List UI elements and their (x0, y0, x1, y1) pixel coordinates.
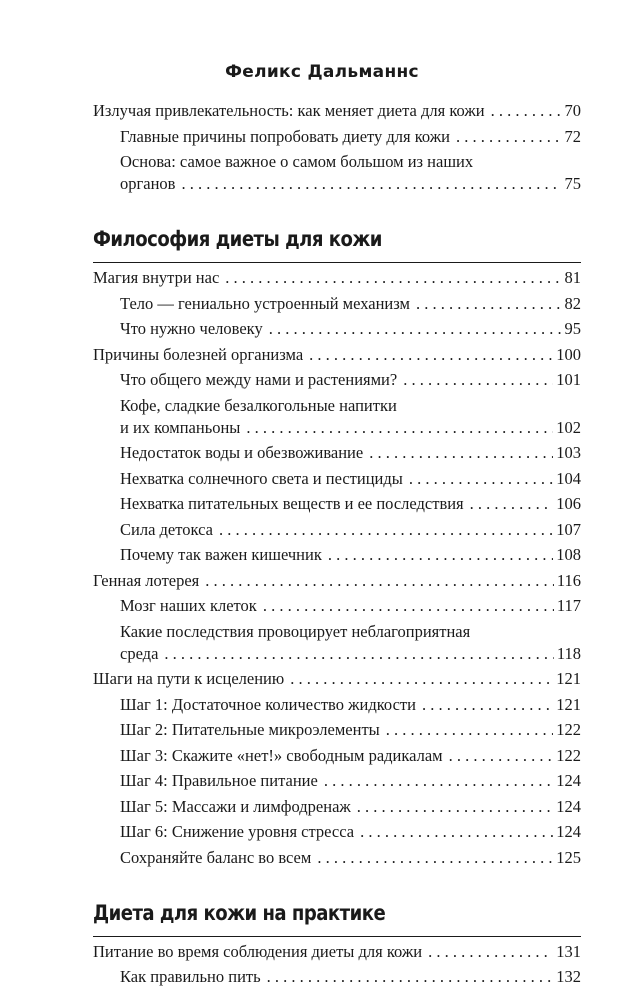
dot-leader (403, 369, 553, 391)
toc-subentry[interactable] (93, 544, 581, 566)
toc-entry-title: Что нужно человеку (120, 319, 263, 338)
toc-entry-title: Что общего между нами и растениями? (120, 370, 398, 389)
toc-subentry[interactable] (93, 126, 581, 148)
toc-entry-title: Шаг 6: Снижение уровня стресса (120, 822, 355, 841)
dot-leader (164, 643, 553, 665)
toc-entry-title: Причины болезней организма (93, 344, 304, 364)
page-number: 125 (556, 847, 581, 867)
toc-entry-title: органов (120, 174, 176, 193)
toc-subentry[interactable] (93, 318, 581, 340)
dot-leader (386, 719, 553, 741)
page-number: 132 (556, 967, 581, 986)
toc-entry[interactable] (93, 570, 581, 592)
toc-entry-title: Недостаток воды и обезвоживание (120, 443, 364, 462)
dot-leader (428, 941, 553, 963)
toc-entry-title: Шаг 3: Скажите «нет!» свободным радикалам (120, 745, 443, 765)
page-number: 131 (556, 941, 581, 961)
dot-leader (422, 694, 553, 716)
page-number: 72 (564, 126, 581, 146)
toc-subentry[interactable] (93, 694, 581, 716)
toc-subentry[interactable] (93, 395, 581, 439)
toc-entry-title: Нехватка питательных веществ и ее последствия (120, 494, 464, 513)
page-number: 104 (556, 468, 581, 488)
dot-leader (181, 173, 561, 195)
page-number: 95 (564, 319, 581, 338)
dot-leader (369, 442, 553, 464)
dot-leader (409, 468, 553, 490)
toc-entry-title: Магия внутри нас (93, 268, 220, 287)
toc-entry-title: среда (120, 643, 159, 663)
dot-leader (360, 821, 553, 843)
section-heading: Философия диеты для кожи (93, 227, 382, 251)
page-number: 117 (556, 596, 581, 615)
toc-subentry[interactable] (93, 595, 581, 617)
toc-entry-title: и их компаньоны (120, 417, 241, 437)
page-number: 102 (556, 417, 581, 437)
dot-leader (491, 100, 562, 122)
toc-entry-title-line: Основа: самое важное о самом большом из наших (120, 152, 474, 171)
toc-entry-title: Шаг 2: Питательные микроэлементы (120, 720, 380, 739)
dot-leader (263, 595, 554, 617)
toc-entry-title: Сохраняйте баланс во всем (120, 847, 312, 867)
toc-subentry[interactable] (93, 519, 581, 541)
dot-leader (290, 668, 553, 690)
dot-leader (309, 344, 553, 366)
page-number: 101 (556, 370, 581, 389)
toc-subentry[interactable] (93, 468, 581, 490)
page-number: 122 (556, 720, 581, 739)
dot-leader (267, 966, 554, 988)
toc-entry-title: Сила детокса (120, 519, 213, 539)
toc-entry-title: Как правильно пить (120, 967, 261, 986)
page-number: 122 (556, 745, 581, 765)
section-divider (93, 936, 581, 937)
toc-entry-title: Нехватка солнечного света и пестициды (120, 468, 403, 488)
dot-leader (357, 796, 553, 818)
toc-entry-title: Шаги на пути к исцелению (93, 669, 285, 688)
page-number: 103 (556, 443, 581, 462)
toc-subentry[interactable] (93, 966, 581, 988)
toc-entry-title-line: Какие последствия провоцирует неблагоприятная (120, 621, 471, 641)
dot-leader (219, 519, 553, 541)
toc-subentry[interactable] (93, 493, 581, 515)
dot-leader (324, 770, 553, 792)
page-number: 124 (556, 796, 581, 816)
toc-entry-title: Почему так важен кишечник (120, 545, 322, 564)
page-number: 81 (564, 268, 581, 287)
dot-leader (205, 570, 554, 592)
toc-subentry[interactable] (93, 719, 581, 741)
running-head: Феликс Дальманнс (225, 62, 419, 82)
toc-subentry[interactable] (93, 847, 581, 869)
table-of-contents (93, 100, 581, 992)
toc-entry-title: Главные причины попробовать диету для кожи (120, 126, 450, 146)
dot-leader (456, 126, 562, 148)
page-number: 82 (564, 293, 581, 313)
toc-entry-title: Мозг наших клеток (120, 596, 257, 615)
dot-leader (449, 745, 554, 767)
toc-subentry[interactable] (93, 770, 581, 792)
page-number: 124 (556, 771, 581, 790)
toc-entry-title: Шаг 1: Достаточное количество жидкости (120, 694, 416, 714)
dot-leader (317, 847, 553, 869)
dot-leader (269, 318, 562, 340)
page-number: 75 (564, 174, 581, 193)
toc-entry[interactable] (93, 267, 581, 289)
page-number: 108 (556, 545, 581, 564)
page-number: 100 (556, 344, 581, 364)
toc-subentry[interactable] (93, 796, 581, 818)
dot-leader (470, 493, 554, 515)
page-number: 116 (556, 570, 581, 590)
toc-entry-title-line: Кофе, сладкие безалкогольные напитки (120, 395, 397, 415)
page-number: 118 (556, 643, 581, 663)
toc-entry[interactable] (93, 668, 581, 690)
dot-leader (416, 293, 562, 315)
toc-entry-title: Шаг 4: Правильное питание (120, 771, 318, 790)
toc-entry-title: Генная лотерея (93, 570, 200, 590)
toc-entry-title: Тело — гениально устроенный механизм (120, 293, 410, 313)
section-divider (93, 262, 581, 263)
page-number: 124 (556, 822, 581, 841)
page-number: 70 (564, 101, 581, 120)
toc-subentry[interactable] (93, 821, 581, 843)
dot-leader (246, 417, 553, 439)
dot-leader (225, 267, 561, 289)
toc-subentry[interactable] (93, 369, 581, 391)
toc-entry-title: Питание во время соблюдения диеты для кожи (93, 941, 423, 961)
toc-entry-title: Излучая привлекательность: как меняет диета для кожи (93, 101, 485, 120)
toc-subentry[interactable] (93, 745, 581, 767)
section-heading: Диета для кожи на практике (93, 900, 386, 925)
toc-entry[interactable] (93, 941, 581, 963)
page-number: 106 (556, 494, 581, 513)
page-number: 107 (556, 519, 581, 539)
toc-entry-title: Шаг 5: Массажи и лимфодренаж (120, 796, 351, 816)
toc-entry[interactable] (93, 344, 581, 366)
toc-subentry[interactable] (93, 293, 581, 315)
toc-subentry[interactable] (93, 151, 581, 195)
toc-subentry[interactable] (93, 442, 581, 464)
toc-entry[interactable] (93, 100, 581, 122)
page-number: 121 (556, 694, 581, 714)
dot-leader (328, 544, 553, 566)
toc-subentry[interactable] (93, 621, 581, 665)
page-number: 121 (556, 669, 581, 688)
